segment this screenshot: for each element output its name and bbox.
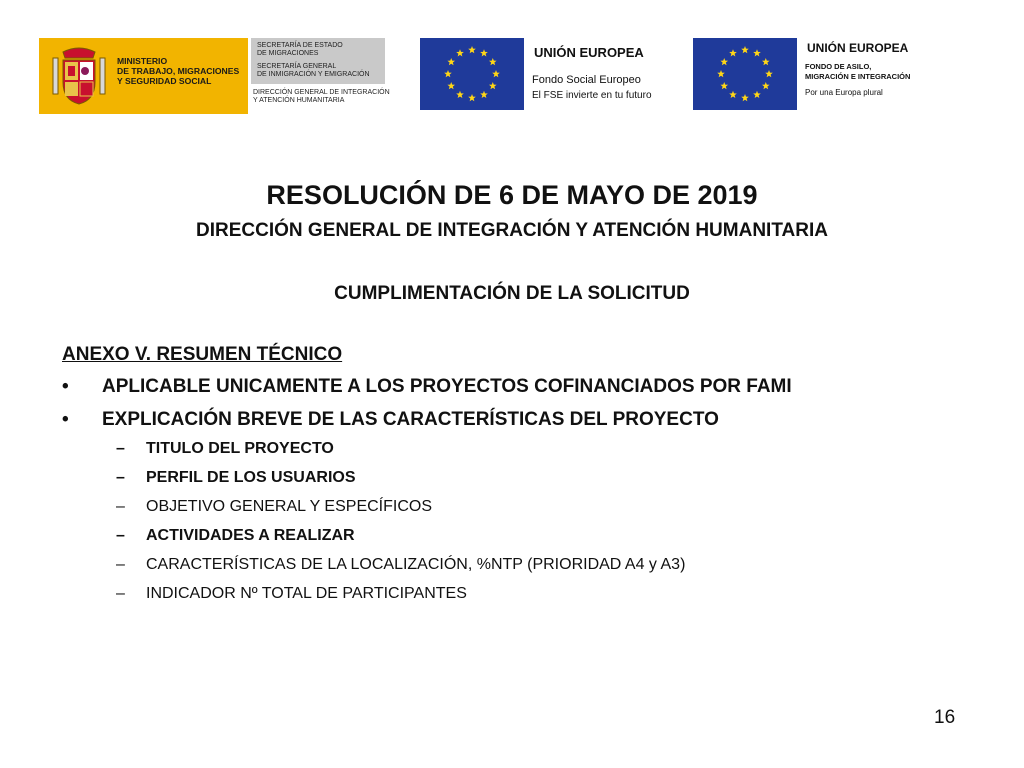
eu-fse-title: UNIÓN EUROPEA (534, 45, 644, 60)
bullet-list (62, 376, 792, 442)
eu-fami-logo (693, 38, 943, 110)
sub-item-text: PERFIL DE LOS USUARIOS (146, 469, 356, 486)
dash-icon: – (116, 469, 125, 486)
annex-heading: ANEXO V. RESUMEN TÉCNICO (62, 344, 343, 365)
bullet-text: APLICABLE UNICAMENTE A LOS PROYECTOS COFINANCIADOS POR FAMI (102, 376, 792, 397)
ministry-name-line: DE TRABAJO, MIGRACIONES (117, 66, 240, 76)
eu-fami-fund-line: FONDO DE ASILO, (805, 62, 872, 71)
direccion-general (253, 89, 390, 105)
bullet-icon: • (62, 409, 69, 430)
secretaria-general-line: DE INMIGRACIÓN Y EMIGRACIÓN (257, 71, 370, 78)
section-heading: CUMPLIMENTACIÓN DE LA SOLICITUD (334, 283, 690, 304)
eu-fami-motto: Por una Europa plural (805, 88, 883, 97)
direccion-general-line: Y ATENCIÓN HUMANITARIA (253, 97, 345, 104)
coat-of-arms-icon (47, 44, 111, 108)
bullet-item (62, 376, 792, 409)
secretaria-general-line: SECRETARÍA GENERAL (257, 63, 337, 70)
bullet-text: EXPLICACIÓN BREVE DE LAS CARACTERÍSTICAS DEL PROYECTO (102, 409, 719, 430)
eu-fami-fund (805, 62, 910, 82)
sub-item (116, 498, 685, 527)
dash-icon: – (116, 585, 125, 602)
dash-icon: – (116, 556, 125, 573)
secretaria-estado (257, 42, 381, 58)
ministry-yellow-panel (39, 38, 248, 114)
sub-item (116, 556, 685, 585)
sub-item (116, 469, 685, 498)
sub-item (116, 527, 685, 556)
direccion-general-line: DIRECCIÓN GENERAL DE INTEGRACIÓN (253, 89, 390, 96)
dash-icon: – (116, 440, 125, 457)
sub-item-text: CARACTERÍSTICAS DE LA LOCALIZACIÓN, %NTP (PRIORIDAD A4 y A3) (146, 556, 686, 573)
eu-fami-title: UNIÓN EUROPEA (807, 41, 909, 55)
sub-item (116, 440, 685, 469)
bullet-item (62, 409, 792, 442)
sub-item-text: TITULO DEL PROYECTO (146, 440, 334, 457)
sub-item-text: INDICADOR Nº TOTAL DE PARTICIPANTES (146, 585, 467, 602)
dash-icon: – (116, 498, 125, 515)
eu-fse-fund: Fondo Social Europeo (532, 74, 641, 86)
sub-list (116, 440, 685, 614)
ministry-logo (39, 38, 390, 114)
secretaria-estado-line: SECRETARÍA DE ESTADO (257, 42, 343, 49)
ministry-name (117, 56, 243, 86)
eu-flag-icon (420, 38, 524, 110)
sub-item-text: ACTIVIDADES A REALIZAR (146, 527, 355, 544)
eu-flag-icon (693, 38, 797, 110)
ministry-name-line: MINISTERIO (117, 56, 168, 66)
eu-fse-logo (420, 38, 666, 110)
eu-fami-fund-line: MIGRACIÓN E INTEGRACIÓN (805, 72, 911, 81)
secretaria-general (257, 63, 381, 79)
sub-item (116, 585, 685, 614)
document-subtitle: DIRECCIÓN GENERAL DE INTEGRACIÓN Y ATENCIÓN HUMANITARIA (196, 220, 828, 241)
bullet-icon: • (62, 376, 69, 397)
eu-fse-motto: El FSE invierte en tu futuro (532, 90, 652, 101)
sub-item-text: OBJETIVO GENERAL Y ESPECÍFICOS (146, 498, 433, 515)
page-number: 16 (934, 707, 956, 728)
ministry-name-line: Y SEGURIDAD SOCIAL (117, 76, 212, 86)
dash-icon: – (116, 527, 125, 544)
secretaria-estado-line: DE MIGRACIONES (257, 50, 319, 57)
document-title: RESOLUCIÓN DE 6 DE MAYO DE 2019 (266, 180, 758, 210)
